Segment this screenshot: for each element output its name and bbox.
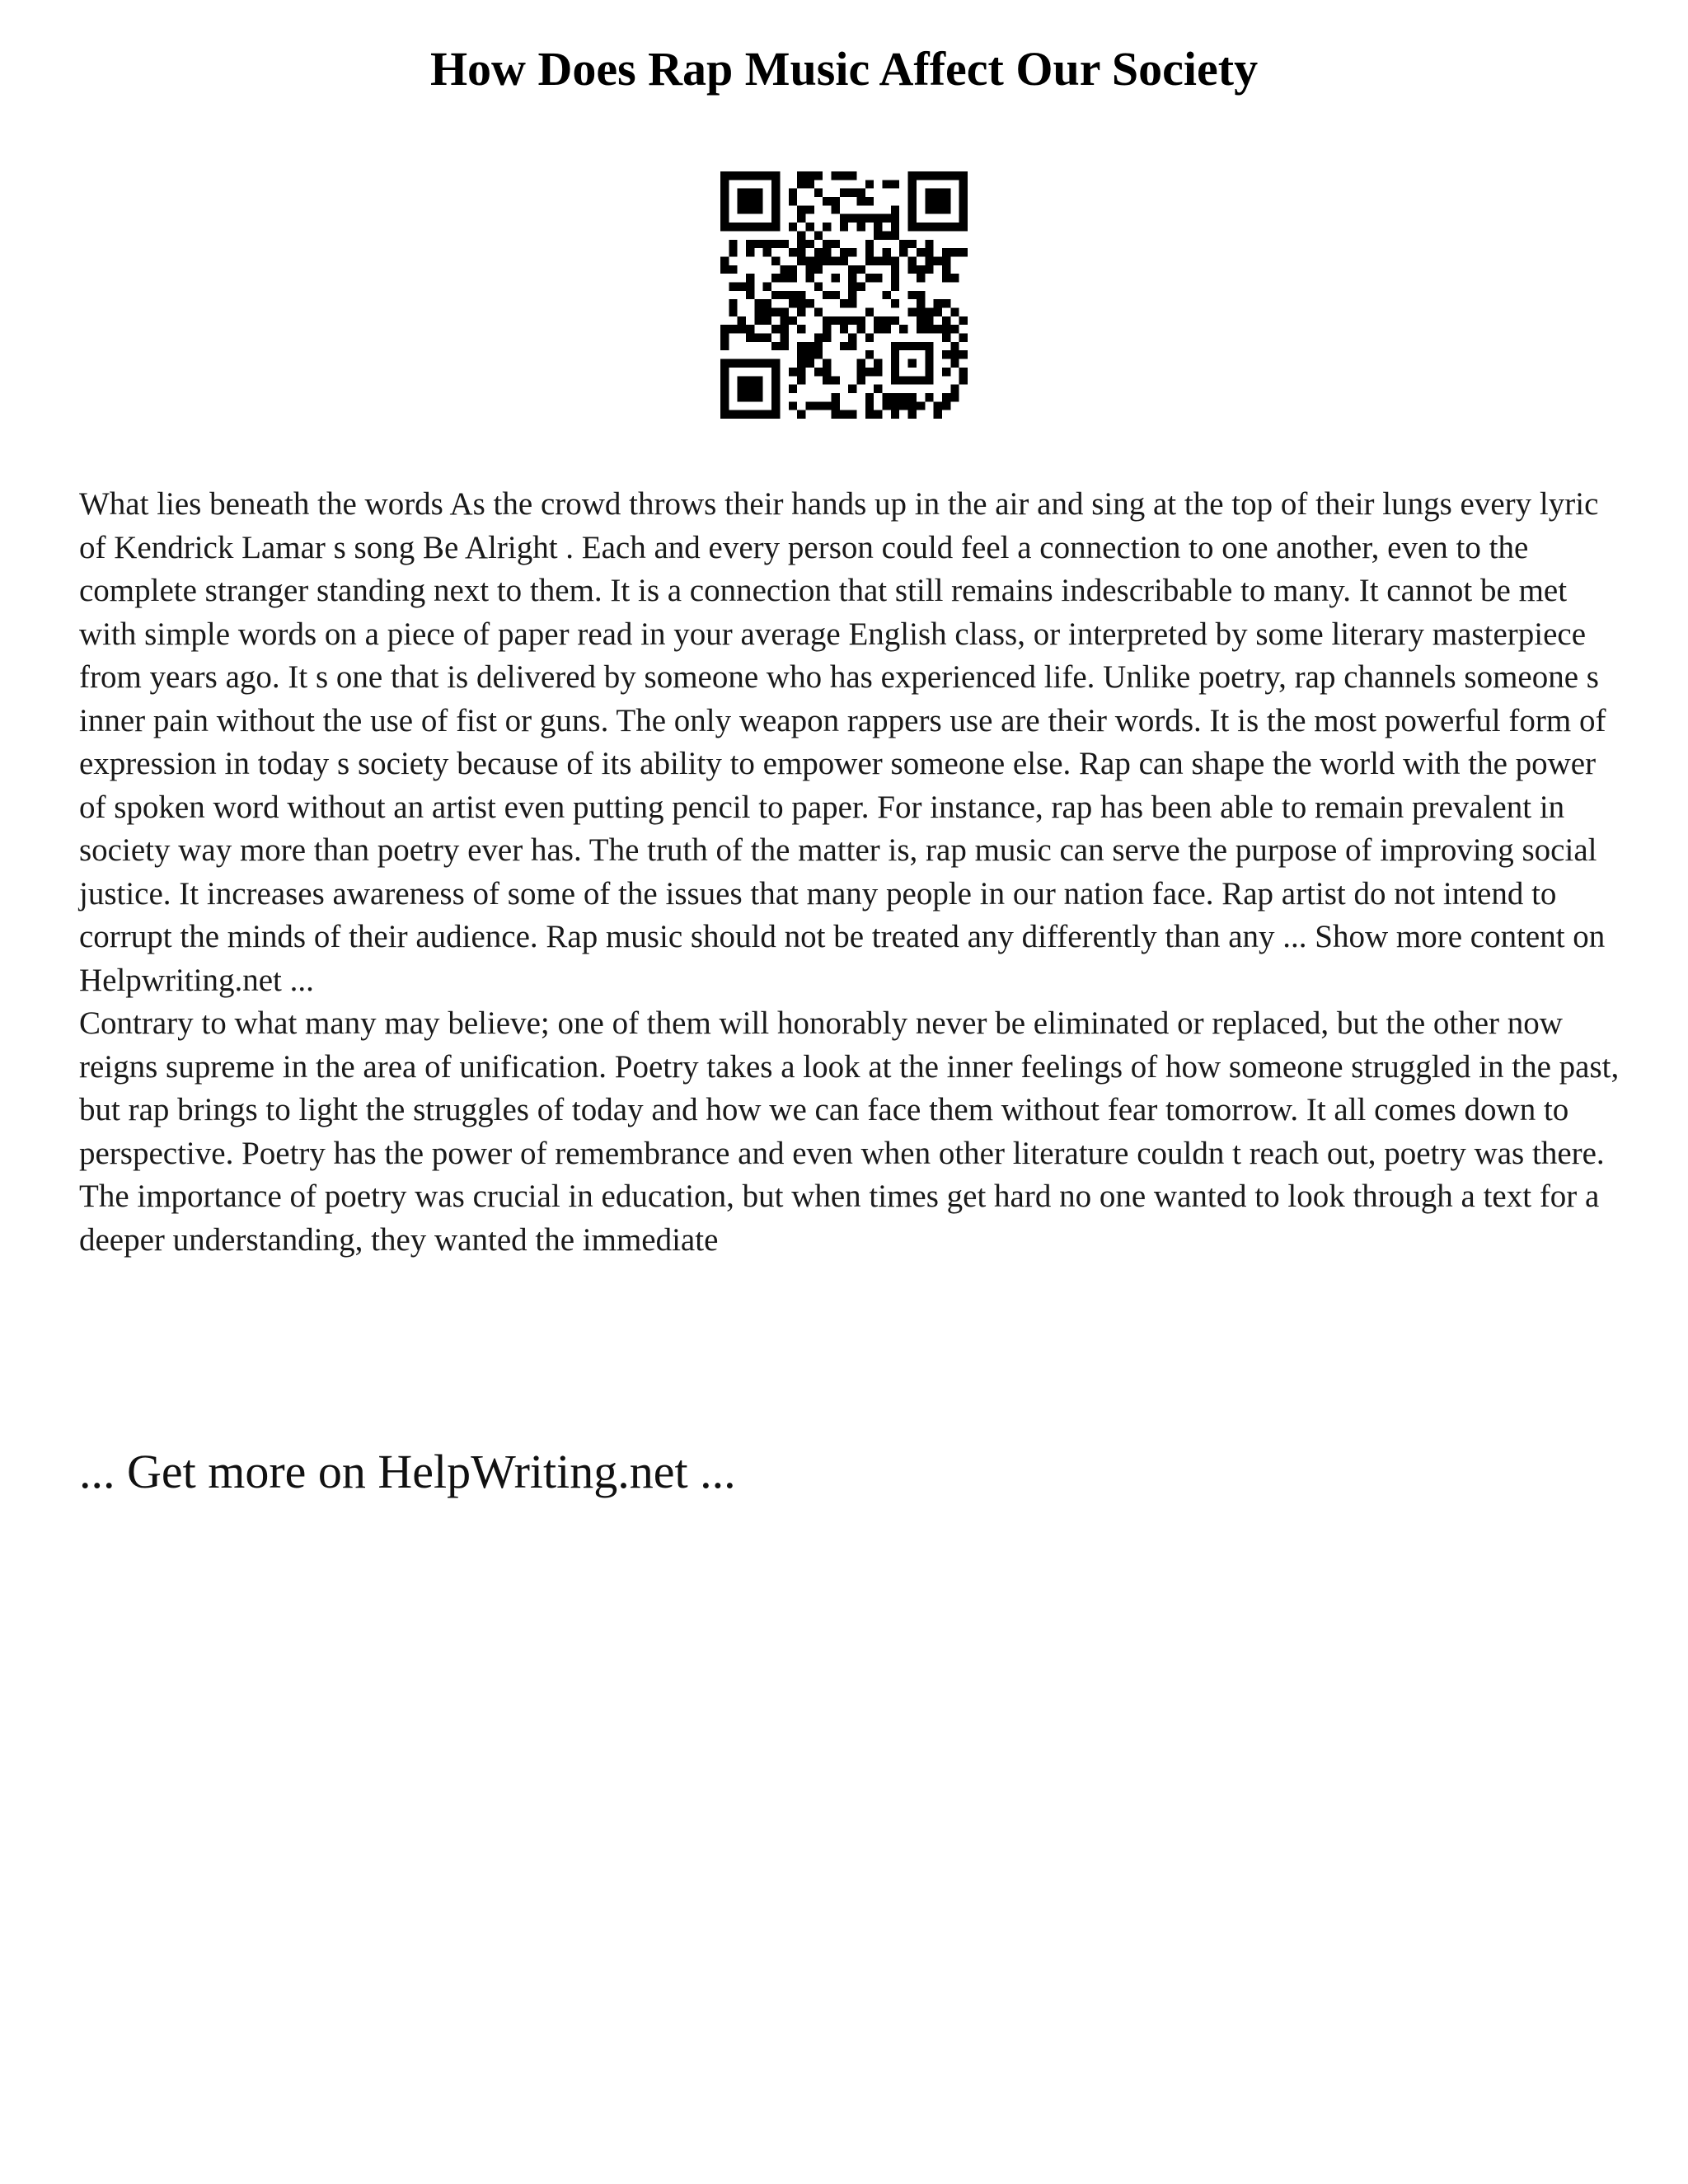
paragraph: What lies beneath the words As the crowd throws their hands up in the air and sing at the top of their lungs every lyric of Kendrick Lamar s song Be Alright . Each and every person could feel a connection to one another, even to the complete stranger standing next to them. It is a connection that still remains indescribable to many. It cannot be met with simple words on a piece of paper read in your average English class, or interpreted by some literary masterpiece from years ago. It s one that is delivered by someone who has experienced life. Unlike poetry, rap channels someone s inner pain without the use of fist or guns. The only weapon rappers use are their words. It is the most powerful form of expression in today s society because of its ability to empower someone else. Rap can shape the world with the power of spoken word without an artist even putting pencil to paper. For instance, rap has been able to remain prevalent in society way more than poetry ever has. The truth of the matter is, rap music can serve the purpose of improving social justice. It increases awareness of some of the issues that many people in our nation face. Rap artist do not intend to corrupt the minds of their audience. Rap music should not be treated any differently than any ... Show more content on Helpwriting.net ...: [79, 486, 1606, 998]
paragraph: Contrary to what many may believe; one of them will honorably never be eliminated or replaced, but the other now reigns supreme in the area of unification. Poetry takes a look at the inner feelings of how someone struggled in the past, but rap brings to light the struggles of today and how we can face them without fear tomorrow. It all comes down to perspective. Poetry has the power of remembrance and even when other literature couldn t reach out, poetry was there. The importance of poetry was crucial in education, but when times get hard no one wanted to look through a text for a deeper understanding, they wanted the immediate: [79, 1005, 1620, 1258]
get-more-link[interactable]: ... Get more on HelpWriting.net ...: [79, 1445, 736, 1498]
page-title: How Does Rap Music Affect Our Society: [429, 42, 1259, 96]
qr-code-icon: [720, 171, 968, 419]
article-body: [79, 483, 1629, 1262]
